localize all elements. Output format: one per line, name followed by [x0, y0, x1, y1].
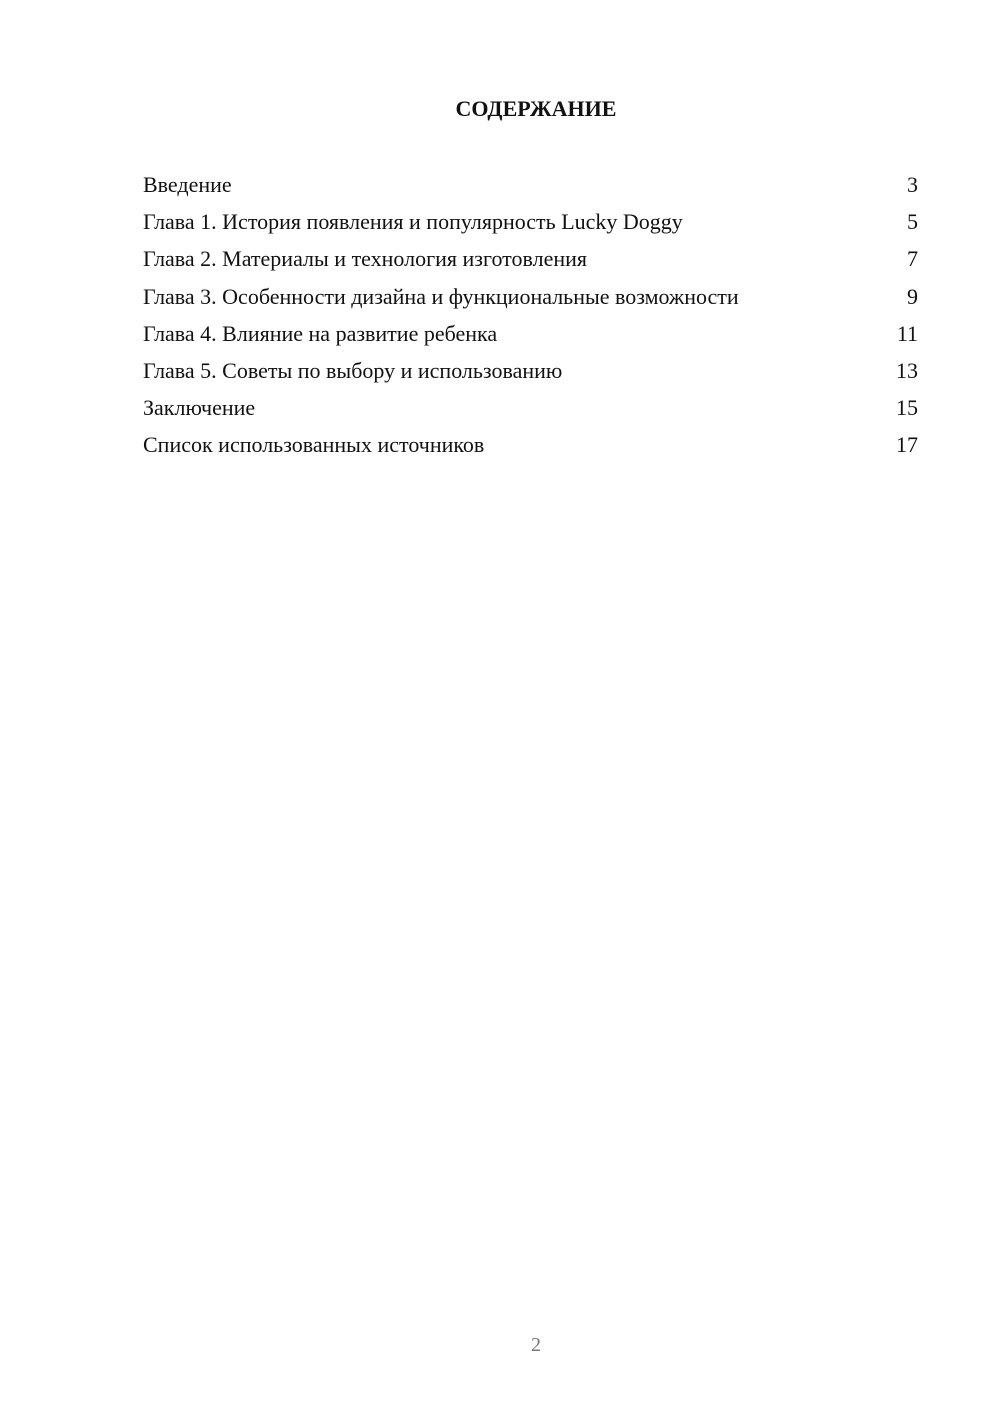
- toc-entry: [143, 170, 918, 207]
- toc-entry-label: Глава 1. История появления и популярность Lucky Doggy: [143, 209, 683, 235]
- toc-entry: [143, 356, 918, 393]
- toc-entry-label: Глава 4. Влияние на развитие ребенка: [143, 320, 498, 346]
- toc-entry: [143, 393, 918, 430]
- table-of-contents: [143, 170, 918, 468]
- page-title: СОДЕРЖАНИЕ: [455, 96, 617, 121]
- toc-entry-label: Список использованных источников: [143, 432, 485, 458]
- toc-entry-page: 13: [896, 357, 918, 383]
- page-number: 2: [531, 1334, 541, 1356]
- toc-entry-page: 5: [907, 209, 918, 235]
- toc-entry-page: 9: [907, 283, 918, 309]
- toc-entry: [143, 244, 918, 281]
- toc-entry-label: Введение: [143, 172, 232, 197]
- toc-entry-label: Заключение: [143, 395, 256, 421]
- toc-entry-page: 15: [896, 395, 918, 421]
- toc-entry: [143, 207, 918, 244]
- toc-entry: [143, 319, 918, 356]
- toc-entry-label: Глава 5. Советы по выбору и использованию: [143, 357, 563, 383]
- toc-entry-label: Глава 2. Материалы и технология изготовления: [143, 246, 588, 272]
- toc-entry: [143, 430, 918, 467]
- toc-entry-page: 7: [907, 246, 918, 272]
- toc-entry-label: Глава 3. Особенности дизайна и функциональные возможности: [143, 283, 739, 309]
- toc-entry: [143, 282, 918, 319]
- toc-entry-page: 3: [907, 172, 918, 197]
- toc-entry-page: 11: [896, 320, 918, 346]
- toc-entry-page: 17: [896, 432, 918, 458]
